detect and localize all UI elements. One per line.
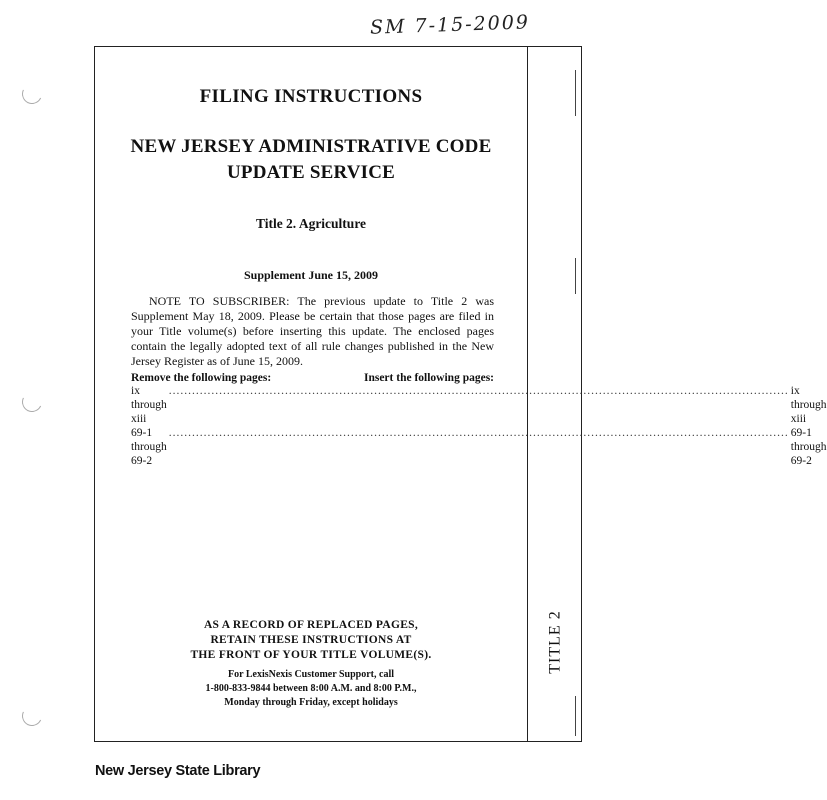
- table-row: [131, 426, 827, 468]
- support-line: For LexisNexis Customer Support, call: [227, 669, 394, 680]
- remove-pages-cell: ix through xiii: [131, 385, 167, 425]
- record-line: RETAIN THESE INSTRUCTIONS AT: [210, 634, 412, 646]
- remove-pages-header: Remove the following pages:: [131, 372, 272, 384]
- page-replacement-table: [131, 372, 827, 468]
- insert-pages-cell: ix through xiii: [790, 385, 827, 425]
- code-title-line: UPDATE SERVICE: [226, 162, 396, 183]
- insert-pages-header: Insert the following pages:: [363, 372, 494, 384]
- customer-support-info: [94, 668, 528, 710]
- subscriber-note: NOTE TO SUBSCRIBER: The previous update to Title 2 was Supplement May 18, 2009. Please be certain that those pages are filed in your Title volume(s) before inserting this update. The enclosed pages contain the legally adopted text of all rule changes published in the New Jersey Register as of June 15, 2009.: [131, 294, 494, 368]
- record-line: THE FRONT OF YOUR TITLE VOLUME(S).: [190, 649, 432, 661]
- support-line: 1-800-833-9844 between 8:00 A.M. and 8:00 P.M.,: [205, 683, 417, 694]
- punch-hole-mark-top: [19, 81, 45, 107]
- support-line: Monday through Friday, except holidays: [224, 697, 398, 708]
- record-instructions: [94, 618, 528, 663]
- dot-leader: ................................................................................................................................................................: [168, 427, 789, 439]
- title-subtitle: Title 2. Agriculture: [255, 216, 367, 231]
- punch-hole-mark-bottom: [19, 703, 45, 729]
- tab-edge-mark: [575, 258, 576, 294]
- code-title-line: NEW JERSEY ADMINISTRATIVE CODE: [130, 136, 492, 157]
- dot-leader: ................................................................................................................................................................: [168, 385, 789, 397]
- title-tab-label: TITLE 2: [547, 610, 565, 674]
- page-heading: FILING INSTRUCTIONS: [199, 86, 423, 107]
- remove-pages-cell: 69-1 through 69-2: [131, 427, 167, 467]
- punch-hole-mark-middle: [19, 389, 45, 415]
- insert-pages-cell: 69-1 through 69-2: [790, 427, 827, 467]
- table-row: [131, 384, 827, 426]
- tab-edge-mark: [575, 70, 576, 116]
- tab-edge-mark: [575, 696, 576, 736]
- title-tab: [533, 592, 579, 692]
- page-table-header: [131, 372, 494, 384]
- library-stamp: New Jersey State Library: [95, 763, 261, 779]
- record-line: AS A RECORD OF REPLACED PAGES,: [203, 619, 419, 631]
- handwritten-date-note: SM 7-15-2009: [369, 11, 531, 39]
- code-title: [94, 134, 528, 186]
- supplement-date: Supplement June 15, 2009: [243, 268, 379, 282]
